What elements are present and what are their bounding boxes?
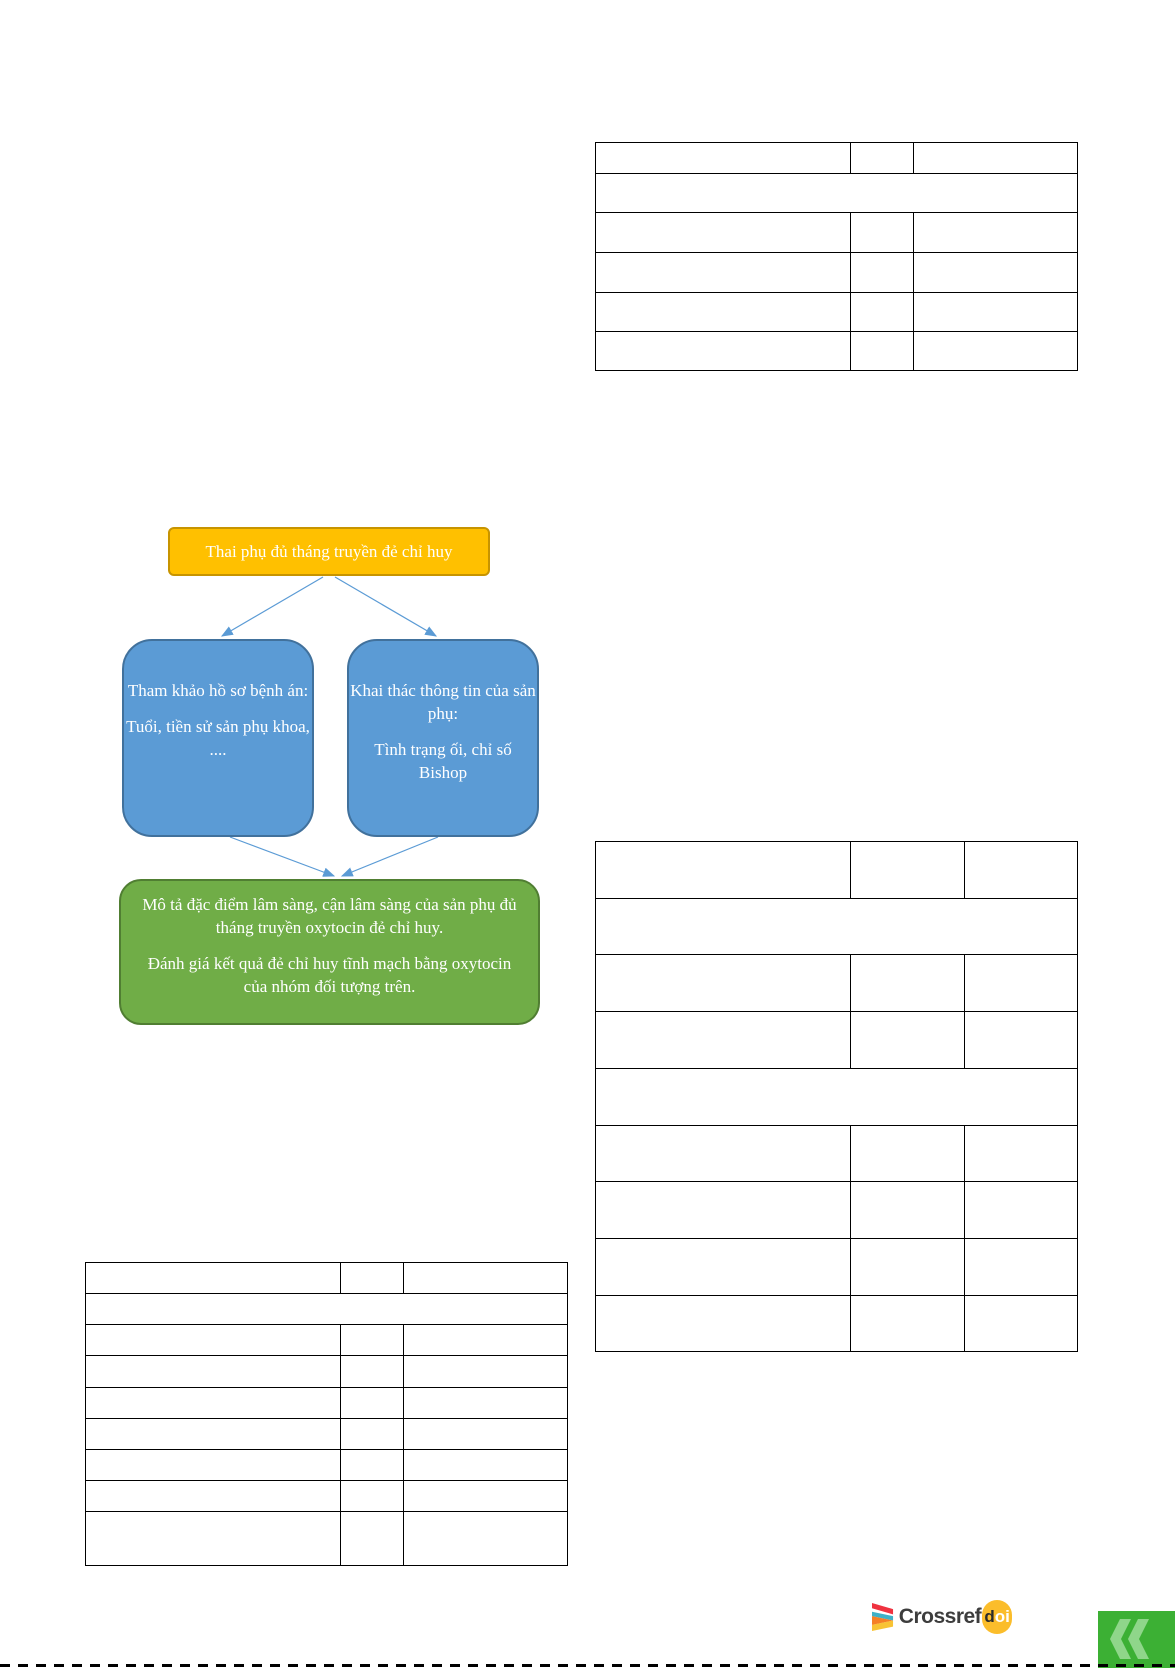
doi-badge <box>982 1600 1012 1634</box>
crossref-logo[interactable] <box>872 1597 1012 1637</box>
flowchart-right-box <box>347 639 539 837</box>
flowchart-left-line2: Tuổi, tiền sử sản phụ khoa, .... <box>126 717 310 759</box>
doi-badge-d: d <box>984 1607 995 1626</box>
arrow-top-to-right <box>335 577 436 636</box>
flowchart-left-box <box>122 639 314 837</box>
doi-badge-oi: oi <box>994 1607 1010 1626</box>
flowchart-right-line1: Khai thác thông tin của sản phụ: <box>350 681 536 723</box>
arrow-left-to-bottom <box>230 837 334 876</box>
flowchart-top-box <box>168 527 490 576</box>
double-chevron-left-icon <box>1098 1611 1175 1668</box>
arrow-top-to-left <box>222 577 323 636</box>
page-nav-tab[interactable] <box>1098 1611 1175 1668</box>
crossref-logo-text: Crossref <box>898 1605 982 1628</box>
flowchart-bottom-line2: Đánh giá kết quả đẻ chỉ huy tĩnh mạch bằng oxytocin của nhóm đối tượng trên. <box>147 954 512 996</box>
flowchart-right-line2: Tình trạng ối, chỉ số Bishop <box>374 740 512 782</box>
page-bottom-rule <box>0 1664 1175 1667</box>
arrow-right-to-bottom <box>342 837 438 876</box>
flowchart-top-text: Thai phụ đủ tháng truyền đẻ chỉ huy <box>205 542 453 561</box>
flowchart-bottom-box <box>119 879 540 1025</box>
crossref-mark-icon <box>872 1599 895 1635</box>
flowchart-left-line1: Tham khảo hồ sơ bệnh án: <box>127 681 309 700</box>
flowchart-bottom-line1: Mô tả đặc điểm lâm sàng, cận lâm sàng của sản phụ đủ tháng truyền oxytocin đẻ chỉ huy. <box>142 895 517 937</box>
